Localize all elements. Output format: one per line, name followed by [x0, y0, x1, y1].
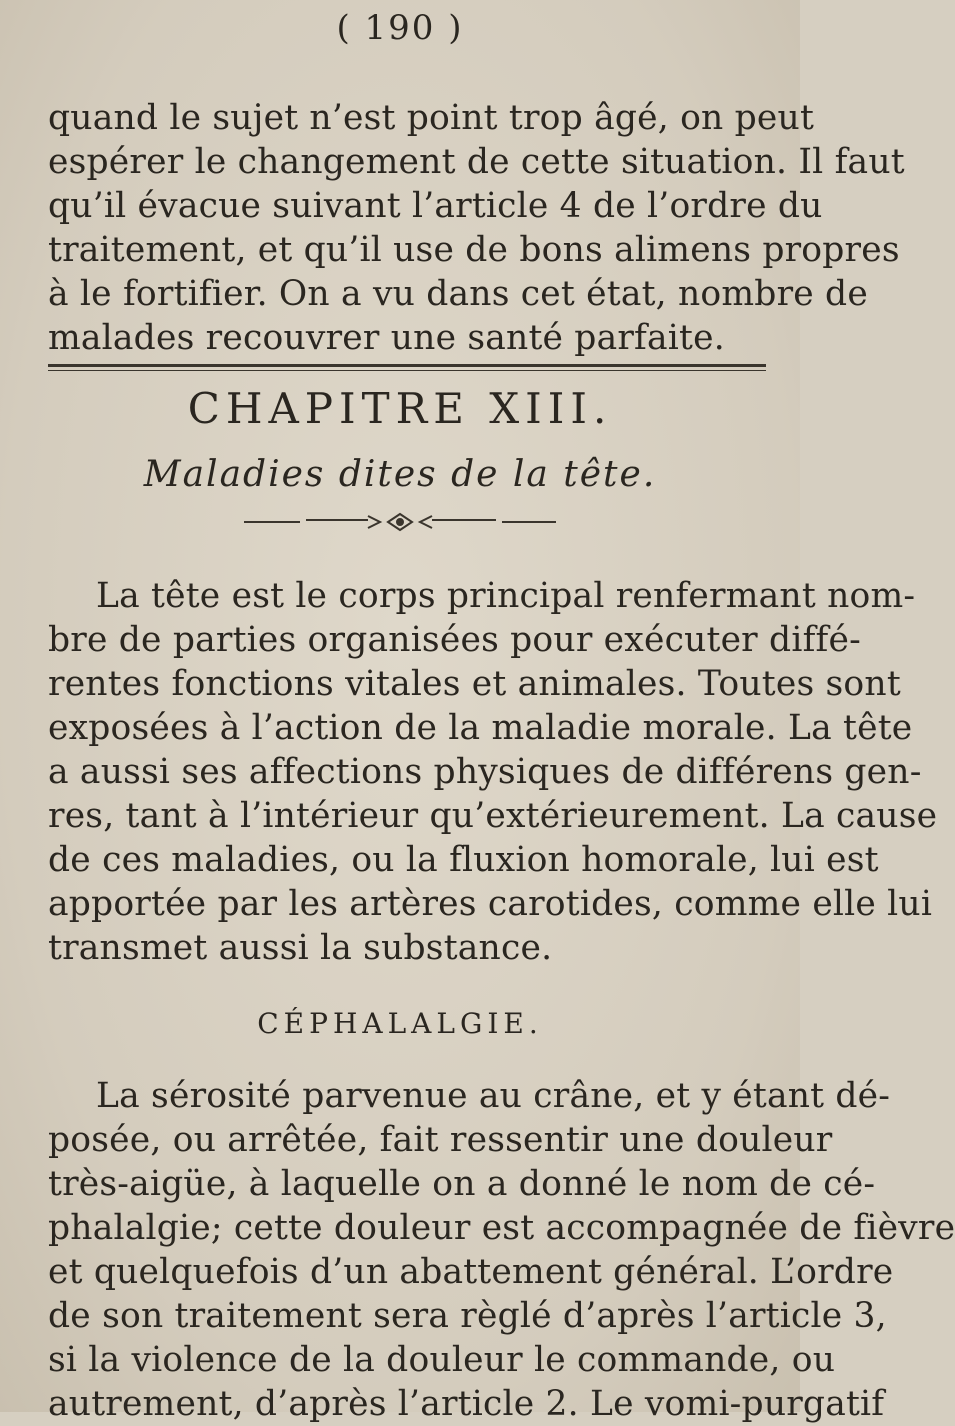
text-line: La sérosité parvenue au crâne, et y étant dé- — [96, 1076, 891, 1116]
chapter-heading: CHAPITRE XIII. — [187, 384, 613, 433]
text-line: bre de parties organisées pour exécuter diffé- — [48, 620, 861, 660]
text-line: posée, ou arrêtée, fait ressentir une douleur — [48, 1120, 833, 1160]
text-line: phalalgie; cette douleur est accompagnée de fièvre — [48, 1208, 955, 1248]
text-line: à le fortifier. On a vu dans cet état, nombre de — [48, 274, 868, 314]
text-line: res, tant à l’intérieur qu’extérieurement. La cause — [48, 796, 938, 836]
text-line: malades recouvrer une santé parfaite. — [48, 318, 725, 358]
text-line: quand le sujet n’est point trop âgé, on peut — [48, 98, 815, 138]
section-divider-rule — [48, 364, 766, 374]
text-line: La tête est le corps principal renfermant nom- — [96, 576, 916, 616]
text-line: a aussi ses affections physiques de différens gen- — [48, 752, 922, 792]
text-line: très-aigüe, à laquelle on a donné le nom de cé- — [48, 1164, 876, 1204]
text-line: de son traitement sera règlé d’après l’article 3, — [48, 1296, 887, 1336]
text-line: si la violence de la douleur le commande, ou — [48, 1340, 836, 1380]
text-line: espérer le changement de cette situation. Il faut — [48, 142, 905, 182]
text-line: de ces maladies, ou la fluxion homorale, lui est — [48, 840, 879, 880]
page-number: ( 190 ) — [336, 8, 464, 48]
text-line: traitement, et qu’il use de bons alimens propres — [48, 230, 900, 270]
text-line: transmet aussi la substance. — [48, 928, 553, 968]
text-line: exposées à l’action de la maladie morale. La tête — [48, 708, 913, 748]
text-line: qu’il évacue suivant l’article 4 de l’ordre du — [48, 186, 823, 226]
section-heading: CÉPHALALGIE. — [257, 1007, 543, 1040]
ornament-divider-icon — [240, 510, 560, 534]
text-line: autrement, d’après l’article 2. Le vomi-purgatif — [48, 1384, 885, 1424]
text-line: rentes fonctions vitales et animales. Toutes sont — [48, 664, 901, 704]
chapter-title: Maladies dites de la tête. — [143, 454, 657, 495]
text-line: apportée par les artères carotides, comme elle lui — [48, 884, 933, 924]
text-line: et quelquefois d’un abattement général. L’ordre — [48, 1252, 894, 1292]
